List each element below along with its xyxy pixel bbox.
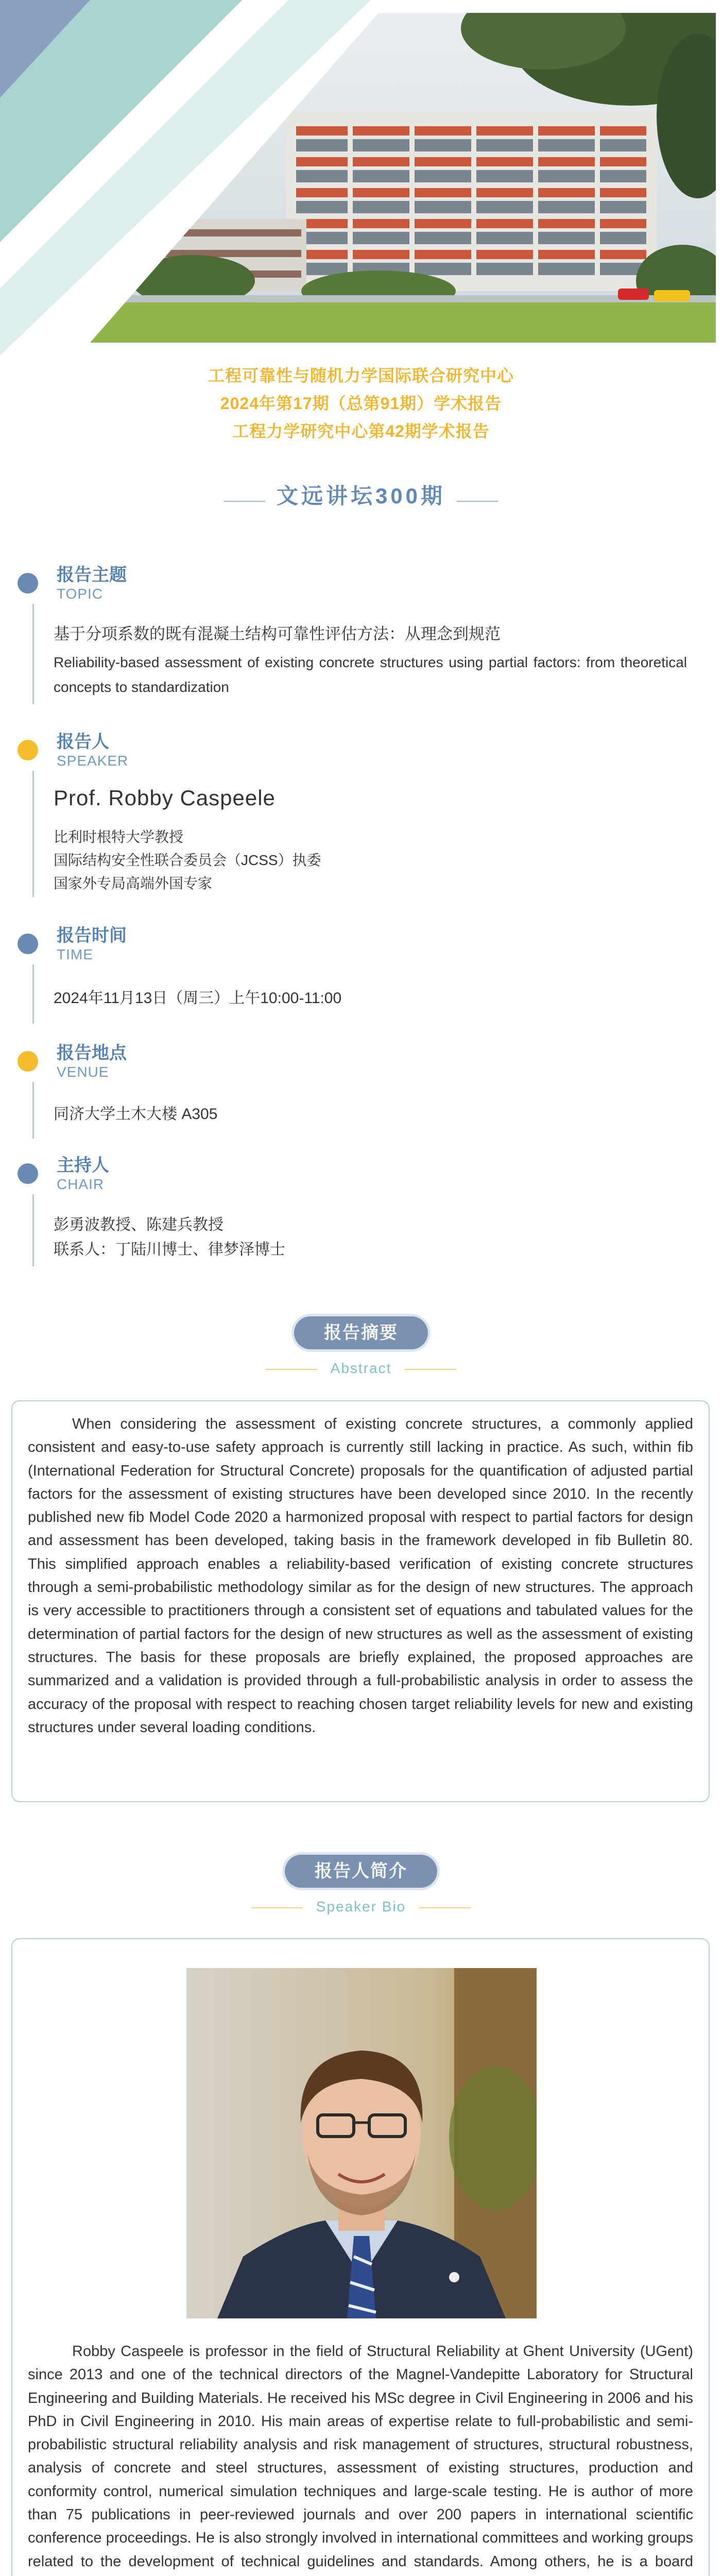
speaker-name: Prof. Robby Caspeele (54, 786, 276, 810)
divider (405, 1369, 456, 1370)
speaker-title-1: 比利时根特大学教授 (54, 829, 184, 845)
org-title-line-1: 工程可靠性与随机力学国际联合研究中心 (208, 366, 514, 385)
divider (419, 1907, 471, 1908)
speaker-title-3: 国家外专局高端外国专家 (54, 875, 213, 891)
divider (251, 1907, 303, 1908)
topic-label: 报告主题 (57, 565, 127, 585)
section-line (32, 1082, 34, 1139)
time-value: 2024年11月13日（周三）上午10:00-11:00 (54, 990, 342, 1007)
abstract-header-pill: 报告摘要 (294, 1316, 428, 1349)
chair-hosts: 彭勇波教授、陈建兵教授 (54, 1216, 224, 1233)
abstract-text: When considering the assessment of existing concrete structures, a commonly applied consistent and easy-to-use safety approach is currently still lacking in practice. As such, within fib (International Federation for Structural Concrete) proposals for the quantification of adjusted partial factors for the assessment of existing structures have been developed since 2010. In the recently published new fib Model Code 2020 a harmonized proposal with respect to partial factors for design and assessment has been developed, taking basis in the framework developed in fib Bulletin 80. This simplified approach enables a reliability-based verification of existing concrete structures through a semi-probabilistic methodology similar as for the design of new structures. The approach is very accessible to practitioners through a consistent set of equations and tabulated values for the determination of partial factors for the design of new structures as well as the assessment of existing structures. The basis for these proposals are briefly explained, the proposed approaches are summarized and a validation is provided through a full-probabilistic analysis in order to assess the accuracy of the proposal with respect to reaching chosen target reliability levels for new and existing structures under several loading conditions. (28, 1416, 693, 1736)
speaker-label-en: SPEAKER (57, 753, 129, 769)
topic-title-en: Reliability-based assessment of existing concrete structures using partial factors: from theoretical concepts to standardization (54, 654, 687, 695)
venue-bullet-icon (18, 1051, 38, 1072)
abstract-box (11, 1400, 710, 1802)
topic-title-zh: 基于分项系数的既有混凝土结构可靠性评估方法：从理念到规范 (54, 625, 501, 643)
chair-label: 主持人 (57, 1156, 109, 1175)
series-title: 文远讲坛300期 (276, 484, 446, 508)
venue-label-en: VENUE (57, 1064, 109, 1080)
time-label-en: TIME (57, 946, 93, 962)
bio-header-en: Speaker Bio (316, 1899, 406, 1914)
chair-contacts: 联系人：丁陆川博士、律梦泽博士 (54, 1241, 285, 1258)
bio-text: Robby Caspeele is professor in the field of Structural Reliability at Ghent University (UGent) since 2013 and one of the technical directors of the Magnel-Vandepitte Laboratory for Structural Engineering and Building Materials. He received his MSc degree in Civil Engineering in 2006 and his PhD in Civil Engineering in 2010. His main areas of expertise relate to full-probabilistic and semi-probabilistic structural reliability analysis and risk management of structures, structural robustness, analysis of concrete and steel structures, assessment of existing structures, production and conformity control, numerical simulation techniques and large-scale testing. He is author of more than 75 publications in peer-reviewed journals and over 200 papers in international scientific conference proceedings. He is also strongly involved in international committees and working groups related to the development of technical guidelines and standards. Among others, he is a board (28, 2343, 693, 2570)
time-bullet-icon (18, 934, 38, 954)
venue-value: 同济大学土木大楼 A305 (54, 1106, 218, 1123)
topic-bullet-icon (18, 573, 38, 594)
speaker-portrait-photo (186, 1968, 537, 2318)
bio-header-en-row (0, 1899, 722, 1915)
bio-header-pill: 报告人简介 (285, 1855, 437, 1888)
chair-bullet-icon (18, 1163, 38, 1184)
abstract-header-en-row (0, 1360, 722, 1377)
series-title-row (0, 479, 722, 510)
org-title-line-2: 2024年第17期（总第91期）学术报告 (220, 394, 502, 413)
venue-label: 报告地点 (57, 1043, 127, 1063)
section-line (32, 964, 34, 1024)
topic-label-en: TOPIC (57, 586, 104, 602)
campus-building-photo (90, 13, 716, 343)
time-label: 报告时间 (57, 926, 127, 945)
speaker-title-2: 国际结构安全性联合委员会（JCSS）执委 (54, 852, 321, 868)
org-title-line-3: 工程力学研究中心第42期学术报告 (232, 422, 490, 440)
chair-label-en: CHAIR (57, 1176, 105, 1192)
divider (457, 501, 498, 502)
speaker-bullet-icon (18, 740, 38, 760)
speaker-label: 报告人 (57, 732, 109, 752)
section-line (32, 771, 34, 897)
divider (266, 1369, 317, 1370)
section-line (32, 1194, 34, 1266)
section-line (32, 604, 34, 704)
abstract-header-en: Abstract (330, 1360, 392, 1376)
divider (224, 501, 265, 502)
